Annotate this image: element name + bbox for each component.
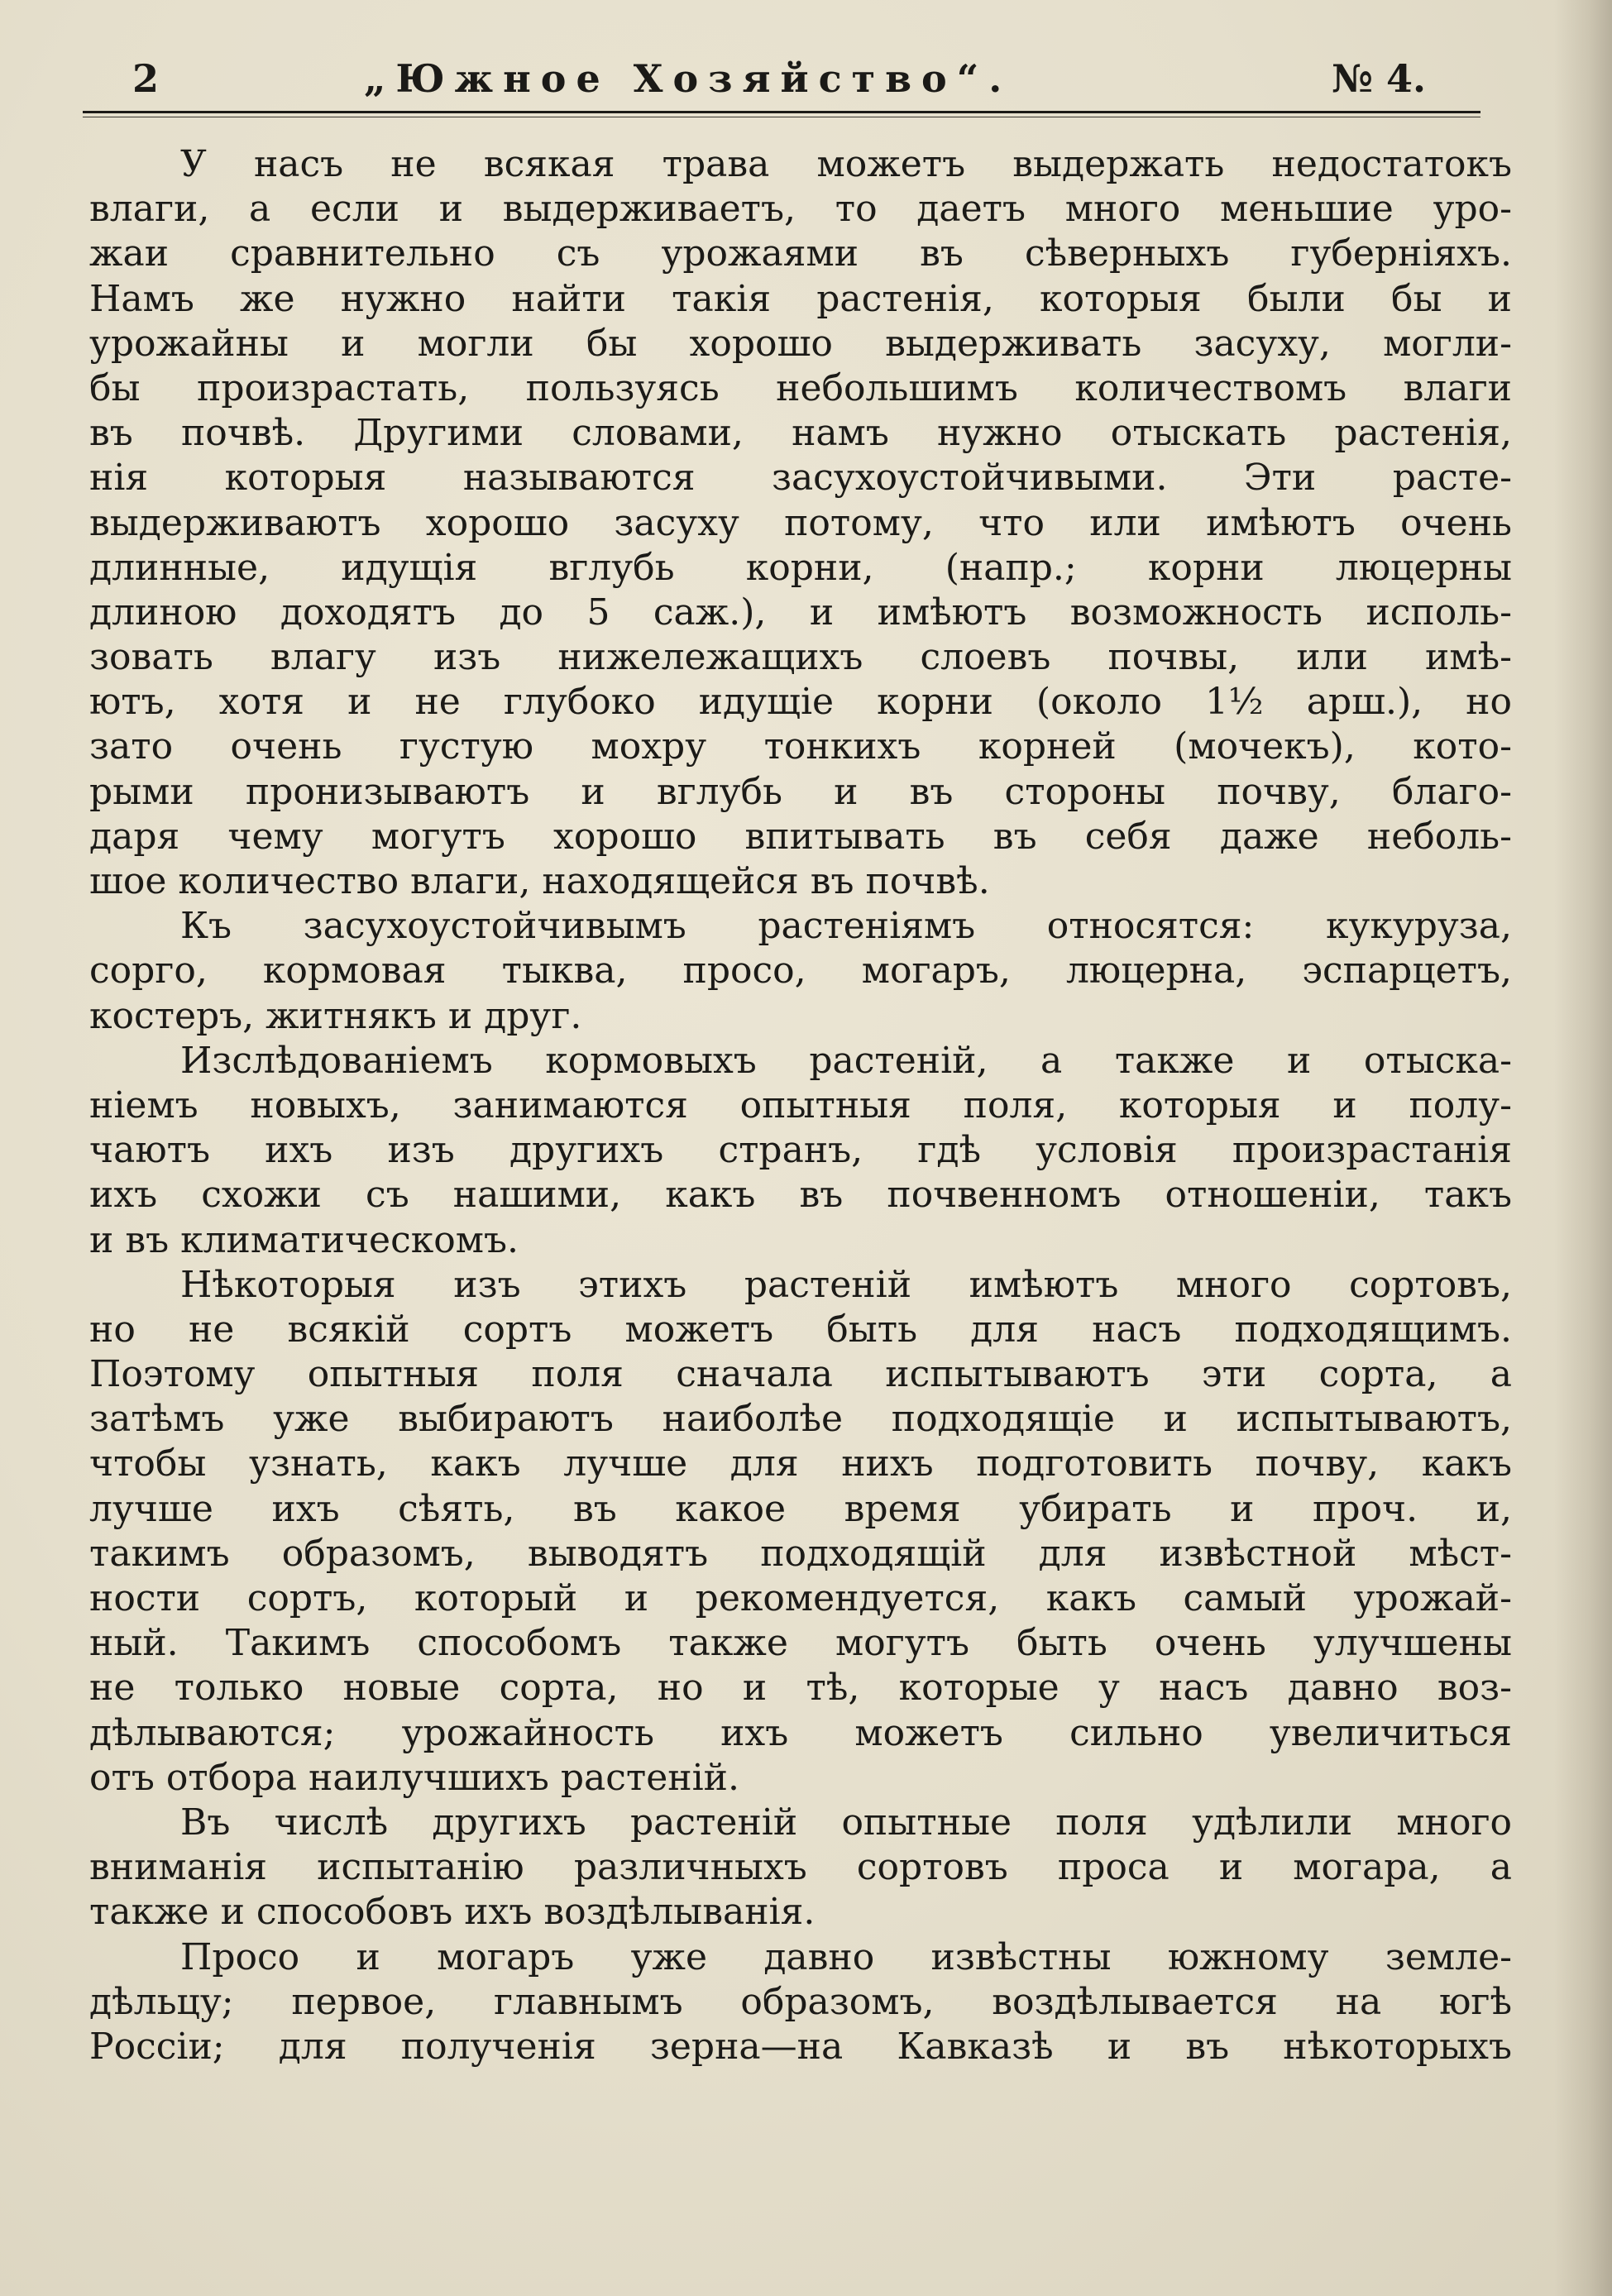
text-line: и въ климатическомъ. bbox=[89, 1218, 519, 1261]
running-header bbox=[83, 56, 1489, 114]
text-line: но не всякій сортъ можетъ быть для насъ подходящимъ. bbox=[89, 1308, 1512, 1351]
text-line: вниманія испытанію различныхъ сортовъ проса и могара, а bbox=[89, 1846, 1512, 1889]
text-line: Просо и могаръ уже давно извѣстны южному земле- bbox=[180, 1935, 1512, 1978]
text-line: нія которыя называются засухоустойчивыми. Эти расте- bbox=[89, 457, 1512, 500]
page-edge-shadow bbox=[1554, 0, 1612, 2296]
text-line: Къ засухоустойчивымъ растеніямъ относятся: кукуруза, bbox=[180, 905, 1512, 948]
text-line: зовать влагу изъ нижележащихъ слоевъ почвы, или имѣ- bbox=[89, 636, 1512, 679]
issue-number: № 4. bbox=[1332, 56, 1427, 101]
text-line: затѣмъ уже выбираютъ наиболѣе подходящіе и испытываютъ, bbox=[89, 1398, 1512, 1441]
journal-title: „Южное Хозяйство“. bbox=[364, 56, 1012, 101]
text-line: ный. Такимъ способомъ также могутъ быть очень улучшены bbox=[89, 1622, 1512, 1665]
text-line: ихъ схожи съ нашими, какъ въ почвенномъ отношеніи, такъ bbox=[89, 1174, 1512, 1217]
text-line: Нѣкоторыя изъ этихъ растеній имѣютъ много сортовъ, bbox=[180, 1263, 1512, 1306]
text-line: Поэтому опытныя поля сначала испытываютъ эти сорта, а bbox=[89, 1353, 1512, 1396]
text-line: отъ отбора наилучшихъ растеній. bbox=[89, 1756, 739, 1799]
text-line: ніемъ новыхъ, занимаются опытныя поля, которыя и полу- bbox=[89, 1083, 1512, 1126]
text-line: чтобы узнать, какъ лучше для нихъ подготовить почву, какъ bbox=[89, 1442, 1512, 1485]
text-line: бы произрастать, пользуясь небольшимъ количествомъ влаги bbox=[89, 366, 1512, 409]
text-line: Намъ же нужно найти такія растенія, которыя были бы и bbox=[89, 277, 1512, 320]
text-line: лучше ихъ сѣять, въ какое время убирать и проч. и, bbox=[89, 1487, 1512, 1530]
text-line: въ почвѣ. Другими словами, намъ нужно отыскать растенія, bbox=[89, 412, 1512, 455]
text-line: жаи сравнительно съ урожаями въ сѣверныхъ губерніяхъ. bbox=[89, 232, 1512, 275]
text-line: чаютъ ихъ изъ другихъ странъ, гдѣ условія произрастанія bbox=[89, 1129, 1512, 1172]
text-line: даря чему могутъ хорошо впитывать въ себя даже неболь- bbox=[89, 815, 1512, 858]
text-line: рыми пронизываютъ и вглубь и въ стороны почву, благо- bbox=[89, 770, 1512, 813]
text-line: ности сортъ, который и рекомендуется, какъ самый урожай- bbox=[89, 1577, 1512, 1619]
text-line: не только новые сорта, но и тѣ, которые у насъ давно воз- bbox=[89, 1667, 1512, 1710]
text-line: Въ числѣ другихъ растеній опытные поля удѣлили много bbox=[180, 1801, 1512, 1844]
text-line: дѣлываются; урожайность ихъ можетъ сильно увеличиться bbox=[89, 1711, 1512, 1754]
text-line: такимъ образомъ, выводятъ подходящій для извѣстной мѣст- bbox=[89, 1532, 1512, 1575]
page-number: 2 bbox=[132, 56, 160, 101]
text-line: ютъ, хотя и не глубоко идущіе корни (около 1½ арш.), но bbox=[89, 681, 1512, 724]
text-line: сорго, кормовая тыква, просо, могаръ, люцерна, эспарцетъ, bbox=[89, 949, 1512, 993]
text-line: влаги, а если и выдерживаетъ, то даетъ много меньшие уро- bbox=[89, 188, 1512, 231]
text-line: Изслѣдованіемъ кормовыхъ растеній, а также и отыска- bbox=[180, 1039, 1512, 1082]
text-line: урожайны и могли бы хорошо выдерживать засуху, могли- bbox=[89, 322, 1512, 365]
text-line: У насъ не всякая трава можетъ выдержать недостатокъ bbox=[180, 143, 1512, 185]
text-line: Россіи; для полученія зерна—на Кавказѣ и въ нѣкоторыхъ bbox=[89, 2025, 1512, 2068]
text-line: также и способовъ ихъ воздѣлыванія. bbox=[89, 1891, 816, 1934]
text-line: зато очень густую мохру тонкихъ корней (мочекъ), кото- bbox=[89, 725, 1512, 768]
text-line: дѣльцу; первое, главнымъ образомъ, воздѣлывается на югѣ bbox=[89, 1980, 1512, 2023]
article-body bbox=[89, 142, 1512, 2069]
text-line: костеръ, житнякъ и друг. bbox=[89, 994, 582, 1037]
text-line: длинные, идущія вглубь корни, (напр.; корни люцерны bbox=[89, 546, 1512, 589]
text-line: длиною доходятъ до 5 саж.), и имѣютъ возможность исполь- bbox=[89, 591, 1512, 634]
header-rule bbox=[83, 111, 1480, 113]
text-line: выдерживаютъ хорошо засуху потому, что или имѣютъ очень bbox=[89, 501, 1512, 544]
text-line: шое количество влаги, находящейся въ почвѣ. bbox=[89, 860, 990, 902]
